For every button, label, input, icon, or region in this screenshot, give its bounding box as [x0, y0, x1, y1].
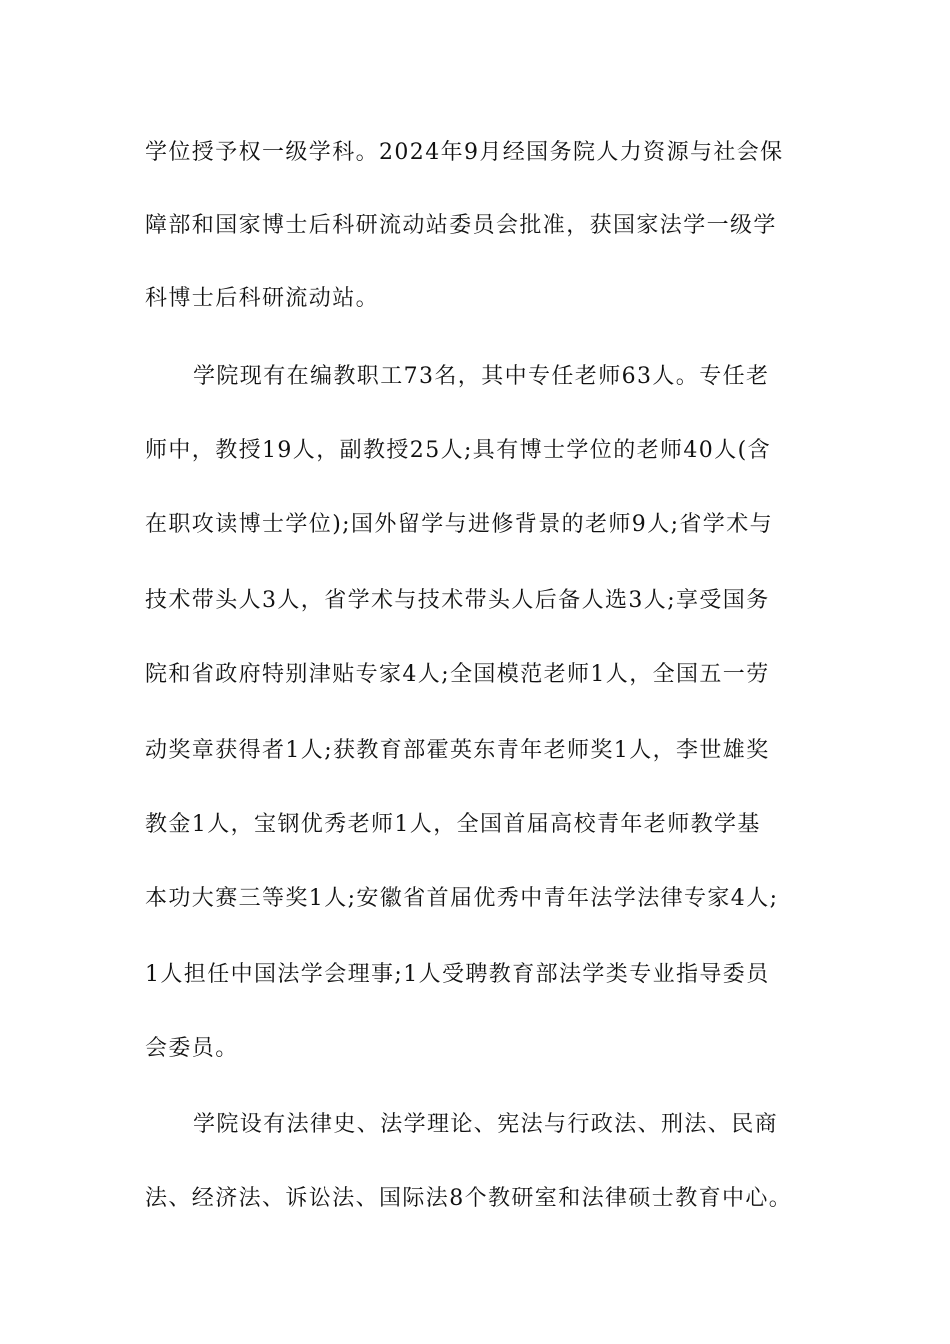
text-line: 技术带头人3人，省学术与技术带头人后备人选3人;享受国务: [145, 588, 770, 613]
text-line: 在职攻读博士学位);国外留学与进修背景的老师9人;省学术与: [145, 512, 774, 537]
text-line: 师中，教授19人，副教授25人;具有博士学位的老师40人(含: [145, 438, 771, 463]
paragraph-start-line: 学院设有法律史、法学理论、宪法与行政法、刑法、民商: [193, 1112, 779, 1137]
text-line: 会委员。: [145, 1036, 239, 1061]
text-line: 学位授予权一级学科。2024年9月经国务院人力资源与社会保: [145, 140, 784, 165]
text-line: 动奖章获得者1人;获教育部霍英东青年老师奖1人，李世雄奖: [145, 738, 770, 763]
text-line: 科博士后科研流动站。: [145, 286, 380, 311]
text-line: 教金1人，宝钢优秀老师1人，全国首届高校青年老师教学基: [145, 812, 761, 837]
text-line: 1人担任中国法学会理事;1人受聘教育部法学类专业指导委员: [145, 962, 770, 987]
text-line: 本功大赛三等奖1人;安徽省首届优秀中青年法学法律专家4人;: [145, 886, 779, 911]
text-line: 法、经济法、诉讼法、国际法8个教研室和法律硕士教育中心。: [145, 1186, 793, 1211]
text-line: 障部和国家博士后科研流动站委员会批准，获国家法学一级学: [145, 213, 777, 238]
text-line: 院和省政府特别津贴专家4人;全国模范老师1人，全国五一劳: [145, 662, 770, 687]
paragraph-start-line: 学院现有在编教职工73名，其中专任老师63人。专任老: [193, 364, 770, 389]
